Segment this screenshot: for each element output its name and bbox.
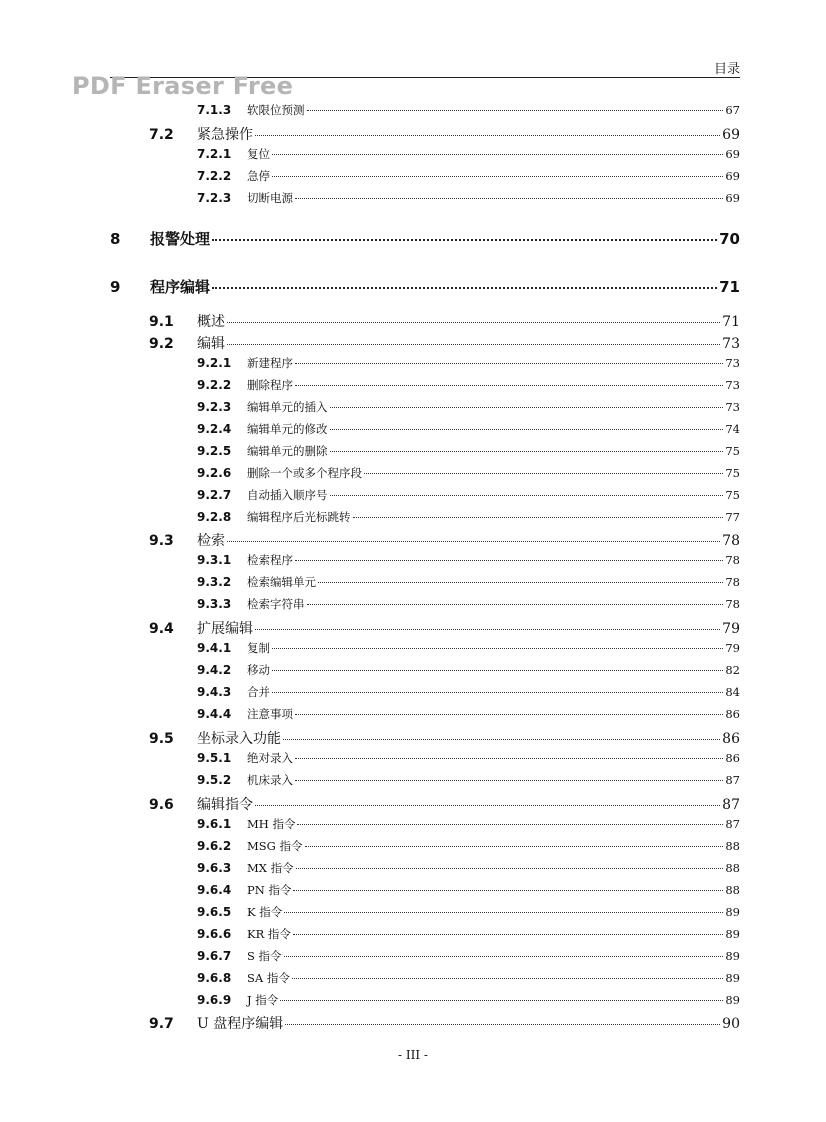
toc-entry-page: 79 — [722, 621, 740, 637]
toc-leader-dots — [364, 473, 723, 474]
toc-entry-page: 78 — [725, 575, 740, 589]
toc-entry-page: 88 — [725, 883, 740, 897]
page-number-footer: - III - — [398, 1048, 428, 1062]
toc-entry-number: 7.2.2 — [197, 169, 232, 183]
toc-entry-page: 86 — [722, 731, 740, 747]
toc-entry[interactable] — [197, 882, 740, 898]
toc-leader-dots — [293, 934, 723, 935]
toc-entry-number: 9.6.5 — [197, 905, 232, 919]
toc-entry[interactable] — [197, 860, 740, 876]
toc-entry-page: 88 — [725, 861, 740, 875]
toc-leader-dots — [295, 560, 723, 561]
toc-entry-number: 9.6.8 — [197, 971, 232, 985]
toc-leader-dots — [255, 629, 720, 630]
toc-entry[interactable] — [149, 728, 740, 748]
toc-leader-dots — [272, 670, 723, 671]
toc-entry-title: SA 指令 — [247, 971, 290, 985]
toc-entry[interactable] — [197, 662, 740, 678]
toc-entry-number: 9.6 — [149, 797, 174, 813]
toc-entry-page: 73 — [725, 356, 740, 370]
toc-entry-title: J 指令 — [247, 993, 279, 1007]
toc-leader-dots — [292, 978, 724, 979]
toc-entry-title: 编辑程序后光标跳转 — [247, 510, 351, 524]
toc-entry[interactable] — [197, 421, 740, 437]
toc-leader-dots — [297, 824, 723, 825]
toc-entry-page: 89 — [725, 927, 740, 941]
watermark: PDF Eraser Free — [72, 72, 294, 100]
toc-entry[interactable] — [149, 311, 740, 331]
toc-entry-title: 扩展编辑 — [197, 621, 253, 637]
toc-entry-number: 9.6.6 — [197, 927, 232, 941]
toc-entry-title: 检索程序 — [247, 553, 293, 567]
toc-entry-number: 9.4 — [149, 621, 174, 637]
toc-entry-page: 69 — [725, 147, 740, 161]
header-title: 目录 — [713, 62, 740, 77]
toc-entry-number: 9.3.2 — [197, 575, 232, 589]
toc-entry-number: 9.6.1 — [197, 817, 232, 831]
toc-leader-dots — [272, 648, 723, 649]
toc-entry-number: 9.3.1 — [197, 553, 232, 567]
toc-leader-dots — [330, 495, 724, 496]
toc-entry-number: 9.2.1 — [197, 356, 232, 370]
toc-leader-dots — [330, 429, 724, 430]
toc-leader-dots — [272, 176, 723, 177]
toc-entry-title: 报警处理 — [150, 230, 211, 248]
toc-entry-page: 84 — [725, 685, 740, 699]
toc-entry-title: 注意事项 — [247, 707, 293, 721]
toc-entry-number: 9.5.2 — [197, 773, 232, 787]
toc-entry-number: 9.2.2 — [197, 378, 232, 392]
toc-entry[interactable] — [197, 992, 740, 1008]
toc-leader-dots — [227, 322, 720, 323]
toc-entry[interactable] — [149, 618, 740, 638]
toc-entry-number: 8 — [110, 230, 121, 248]
toc-entry-title: 概述 — [197, 314, 225, 330]
toc-leader-dots — [272, 154, 723, 155]
toc-entry-number: 9.4.4 — [197, 707, 232, 721]
toc-entry-title: MH 指令 — [247, 817, 296, 831]
toc-entry-title: 切断电源 — [247, 191, 293, 205]
toc-entry[interactable] — [197, 772, 740, 788]
toc-entry-page: 70 — [719, 230, 740, 248]
toc-entry-number: 7.2.3 — [197, 191, 232, 205]
toc-entry[interactable] — [197, 838, 740, 854]
toc-entry-title: 检索编辑单元 — [247, 575, 316, 589]
toc-entry-page: 73 — [725, 378, 740, 392]
toc-entry-number: 9.6.7 — [197, 949, 232, 963]
toc-leader-dots — [284, 956, 724, 957]
toc-leader-dots — [283, 739, 720, 740]
toc-entry-title: 软限位预测 — [247, 103, 305, 117]
toc-entry-page: 89 — [725, 971, 740, 985]
toc-entry[interactable] — [197, 596, 740, 612]
toc-entry-page: 78 — [725, 597, 740, 611]
toc-entry-title: PN 指令 — [247, 883, 292, 897]
toc-entry-title: 移动 — [247, 663, 270, 677]
toc-entry[interactable] — [197, 509, 740, 525]
toc-entry-page: 69 — [725, 191, 740, 205]
toc-entry-title: 急停 — [247, 169, 270, 183]
toc-leader-dots — [353, 517, 724, 518]
toc-entry-title: KR 指令 — [247, 927, 291, 941]
toc-entry[interactable] — [149, 1013, 740, 1033]
toc-entry-title: 复位 — [247, 147, 270, 161]
toc-entry-page: 75 — [725, 466, 740, 480]
toc-entry-page: 77 — [725, 510, 740, 524]
toc-entry[interactable] — [197, 904, 740, 920]
toc-entry-page: 89 — [725, 949, 740, 963]
toc-leader-dots — [212, 239, 717, 241]
toc-leader-dots — [305, 846, 724, 847]
toc-entry[interactable] — [197, 487, 740, 503]
toc-entry-number: 9.2.8 — [197, 510, 232, 524]
toc-entry-title: 程序编辑 — [150, 278, 211, 296]
toc-entry-title: 编辑单元的插入 — [247, 400, 328, 414]
toc-entry-number: 9.2.4 — [197, 422, 232, 436]
toc-entry-page: 87 — [725, 817, 740, 831]
toc-entry[interactable] — [197, 377, 740, 393]
toc-entry[interactable] — [149, 794, 740, 814]
toc-entry-page: 74 — [725, 422, 740, 436]
toc-entry-title: 编辑单元的修改 — [247, 422, 328, 436]
toc-entry-page: 75 — [725, 444, 740, 458]
toc-leader-dots — [295, 714, 723, 715]
toc-entry[interactable] — [197, 355, 740, 371]
toc-entry-page: 69 — [722, 127, 740, 143]
toc-entry[interactable] — [197, 190, 740, 206]
toc-leader-dots — [272, 692, 723, 693]
toc-entry[interactable] — [197, 443, 740, 459]
toc-entry-number: 9.2.7 — [197, 488, 232, 502]
toc-entry-number: 7.2 — [149, 127, 174, 143]
toc-entry[interactable] — [197, 816, 740, 832]
toc-entry-number: 9.4.1 — [197, 641, 232, 655]
toc-entry-title: 合并 — [247, 685, 270, 699]
toc-entry-title: S 指令 — [247, 949, 282, 963]
toc-entry-title: 删除一个或多个程序段 — [247, 466, 362, 480]
toc-entry-number: 9.2 — [149, 336, 174, 352]
toc-entry-number: 9.2.6 — [197, 466, 232, 480]
toc-entry-number: 9.2.3 — [197, 400, 232, 414]
toc-entry[interactable] — [197, 706, 740, 722]
toc-entry[interactable] — [197, 146, 740, 162]
toc-entry-number: 7.1.3 — [197, 103, 232, 117]
toc-entry[interactable] — [149, 333, 740, 353]
toc-leader-dots — [295, 363, 723, 364]
toc-entry[interactable] — [197, 102, 740, 118]
toc-entry-title: 机床录入 — [247, 773, 293, 787]
toc-entry-number: 9.3.3 — [197, 597, 232, 611]
toc-entry[interactable] — [197, 684, 740, 700]
toc-entry-number: 9.7 — [149, 1016, 174, 1032]
toc-entry-page: 90 — [722, 1016, 740, 1032]
toc-leader-dots — [227, 541, 720, 542]
toc-leader-dots — [295, 780, 723, 781]
toc-entry-number: 9.5.1 — [197, 751, 232, 765]
toc-entry-page: 79 — [725, 641, 740, 655]
toc-leader-dots — [295, 198, 723, 199]
toc-leader-dots — [330, 451, 724, 452]
toc-entry-page: 67 — [725, 103, 740, 117]
toc-leader-dots — [295, 758, 723, 759]
toc-entry[interactable] — [197, 399, 740, 415]
toc-entry-title: 编辑 — [197, 336, 225, 352]
toc-leader-dots — [285, 1024, 720, 1025]
toc-entry-title: MSG 指令 — [247, 839, 303, 853]
toc-entry-page: 89 — [725, 905, 740, 919]
toc-leader-dots — [330, 407, 724, 408]
toc-leader-dots — [280, 1000, 723, 1001]
toc-entry-title: 绝对录入 — [247, 751, 293, 765]
toc-entry-number: 9.6.4 — [197, 883, 232, 897]
toc-entry-title: 编辑单元的删除 — [247, 444, 328, 458]
toc-entry-title: 紧急操作 — [197, 127, 253, 143]
toc-entry[interactable] — [110, 276, 740, 297]
toc-entry-number: 9.4.2 — [197, 663, 232, 677]
toc-entry[interactable] — [197, 926, 740, 942]
toc-entry-title: 复制 — [247, 641, 270, 655]
toc-entry-page: 75 — [725, 488, 740, 502]
toc-entry-page: 87 — [725, 773, 740, 787]
toc-entry-number: 9.1 — [149, 314, 174, 330]
toc-entry-title: 自动插入顺序号 — [247, 488, 328, 502]
toc-entry[interactable] — [149, 530, 740, 550]
toc-entry-number: 9.3 — [149, 533, 174, 549]
toc-entry-number: 7.2.1 — [197, 147, 232, 161]
toc-entry-page: 82 — [725, 663, 740, 677]
toc-entry[interactable] — [197, 552, 740, 568]
toc-entry-number: 9.4.3 — [197, 685, 232, 699]
toc-entry-number: 9.2.5 — [197, 444, 232, 458]
toc-leader-dots — [212, 287, 717, 289]
toc-leader-dots — [293, 890, 723, 891]
toc-entry-page: 69 — [725, 169, 740, 183]
toc-leader-dots — [307, 604, 724, 605]
toc-entry[interactable] — [149, 124, 740, 144]
toc-entry-number: 9.5 — [149, 731, 174, 747]
toc-entry-title: 删除程序 — [247, 378, 293, 392]
toc-leader-dots — [318, 582, 723, 583]
toc-leader-dots — [284, 912, 723, 913]
toc-entry-title: K 指令 — [247, 905, 283, 919]
toc-entry-title: 编辑指令 — [197, 797, 253, 813]
toc-entry[interactable] — [197, 640, 740, 656]
toc-entry[interactable] — [197, 465, 740, 481]
toc-entry-page: 86 — [725, 707, 740, 721]
toc-leader-dots — [307, 110, 724, 111]
toc-entry-title: 坐标录入功能 — [197, 731, 281, 747]
toc-entry-title: MX 指令 — [247, 861, 294, 875]
toc-entry[interactable] — [197, 168, 740, 184]
toc-entry-title: U 盘程序编辑 — [197, 1016, 284, 1032]
toc-leader-dots — [255, 805, 720, 806]
toc-entry-number: 9.6.3 — [197, 861, 232, 875]
toc-entry-page: 78 — [722, 533, 740, 549]
toc-entry[interactable] — [197, 970, 740, 986]
toc-entry-page: 71 — [719, 278, 740, 296]
toc-leader-dots — [227, 344, 720, 345]
toc-entry[interactable] — [197, 574, 740, 590]
toc-entry-page: 73 — [722, 336, 740, 352]
toc-entry-page: 78 — [725, 553, 740, 567]
toc-entry[interactable] — [110, 228, 740, 249]
toc-entry-page: 86 — [725, 751, 740, 765]
toc-leader-dots — [296, 868, 724, 869]
toc-entry-page: 71 — [722, 314, 740, 330]
toc-entry[interactable] — [197, 948, 740, 964]
toc-entry-number: 9.6.9 — [197, 993, 232, 1007]
toc-entry[interactable] — [197, 750, 740, 766]
toc-entry-title: 检索字符串 — [247, 597, 305, 611]
toc-entry-title: 检索 — [197, 533, 225, 549]
toc-entry-number: 9.6.2 — [197, 839, 232, 853]
toc-entry-page: 87 — [722, 797, 740, 813]
toc-leader-dots — [295, 385, 723, 386]
toc-entry-title: 新建程序 — [247, 356, 293, 370]
toc-entry-page: 73 — [725, 400, 740, 414]
toc-entry-page: 88 — [725, 839, 740, 853]
toc-leader-dots — [255, 135, 720, 136]
toc-entry-number: 9 — [110, 278, 121, 296]
toc-entry-page: 89 — [725, 993, 740, 1007]
